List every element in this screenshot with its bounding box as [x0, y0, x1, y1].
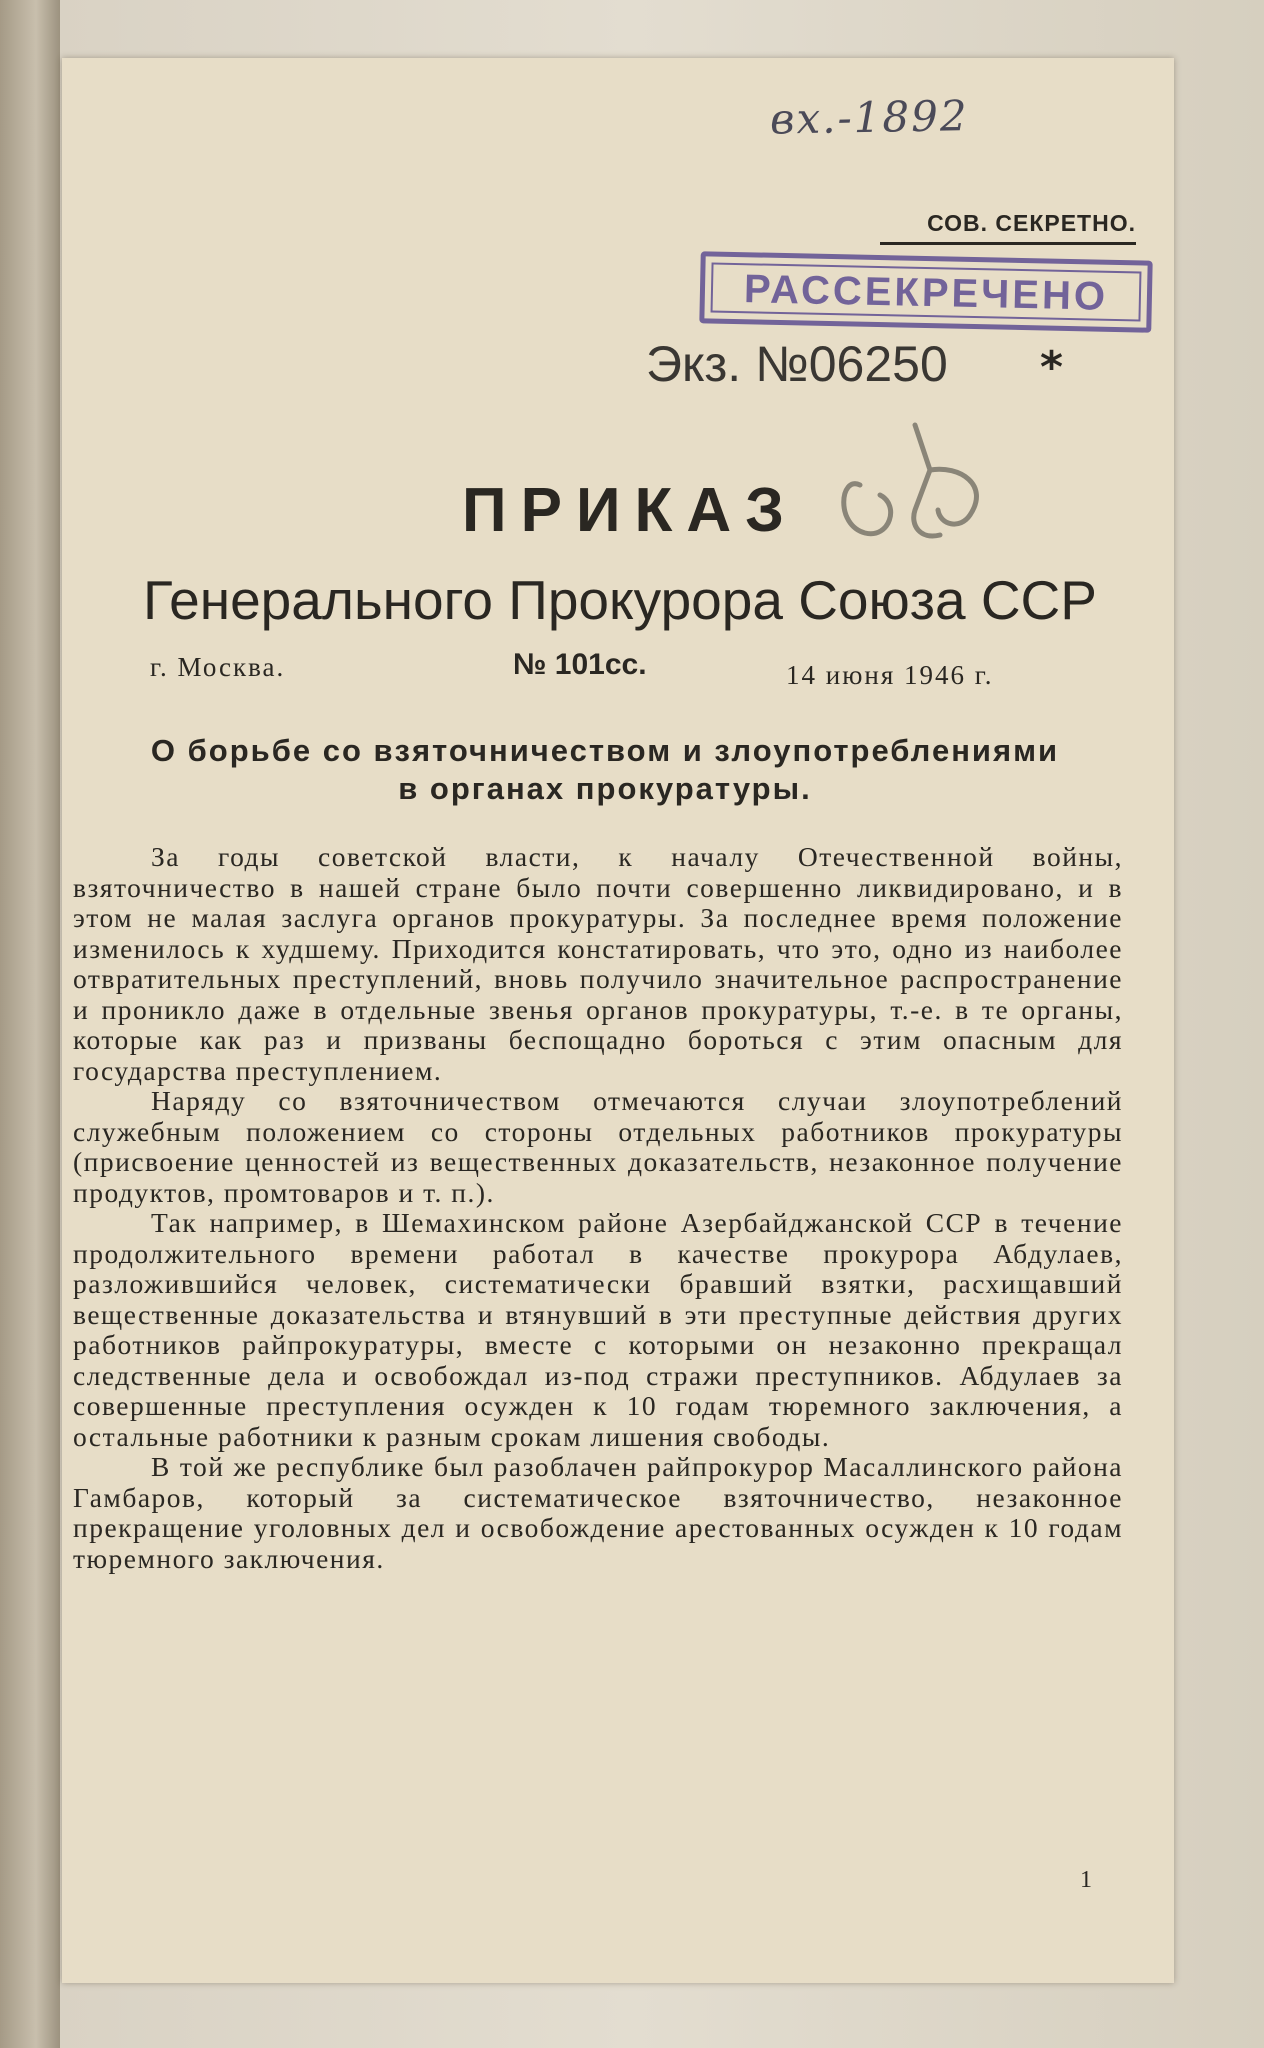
secrecy-label: СОВ. СЕКРЕТНО.	[927, 210, 1136, 236]
order-heading	[80, 732, 1130, 808]
city: г. Москва.	[150, 652, 286, 682]
order-date: 14 июня 1946 г.	[786, 660, 994, 690]
document-subtitle: Генерального Прокурора Союза ССР	[143, 569, 1097, 631]
stamp-text: РАССЕКРЕЧЕНО	[743, 267, 1109, 319]
paragraph-3: Так например, в Шемахинском районе Азербайджанской ССР в течение продолжительного времени работал в качестве прокурора Абдулаев, разложившийся человек, систематически бравший взятки, расхищавший вещественные доказательства и втянувший в эти преступные действия других работников райпрокуратуры, вместе с которыми он незаконно прекращал следственные дела и освобождал из-под стражи преступников. Абдулаев за совершенные преступления осужден к 10 годам тюремного заключения, а остальные работники к разным срокам лишения свободы.	[73, 1207, 1123, 1452]
paragraph-4: В той же республике был разоблачен райпрокурор Масаллинского района Гамбаров, который за систематическое взяточничество, незаконное прекращение уголовных дел и освобождение арестованных осужден к 10 годам тюремного заключения.	[73, 1451, 1123, 1574]
binding-edge	[0, 0, 60, 2048]
handwritten-registration-note: вх.-1892	[769, 91, 969, 144]
body-text	[73, 842, 1123, 1574]
secrecy-underline	[880, 242, 1136, 245]
document-title: ПРИКАЗ	[462, 476, 798, 545]
copy-number: Экз. №06250	[646, 336, 948, 392]
copy-mark-star: *	[1040, 342, 1064, 393]
declassified-stamp	[699, 251, 1152, 332]
order-number: № 101сс.	[513, 648, 647, 681]
heading-line-2: в органах прокуратуры.	[398, 771, 812, 806]
paragraph-1: За годы советской власти, к началу Отечественной войны, взяточничество в нашей стране было почти совершенно ликвидировано, и в этом не малая заслуга органов прокуратуры. За последнее время положение изменилось к худшему. Приходится констатировать, что это, одно из наиболее отвратительных преступлений, вновь получило значительное распространение и проникло даже в отдельные звенья органов прокуратуры, т.-е. в те органы, которые как раз и призваны беспощадно бороться с этим опасным для государства преступлением.	[73, 841, 1123, 1086]
page-number: 1	[1080, 1867, 1092, 1893]
heading-line-1: О борьбе со взяточничеством и злоупотреблениями	[150, 733, 1060, 768]
paragraph-2: Наряду со взяточничеством отмечаются случаи злоупотреблений служебным положением со стороны отдельных работников прокуратуры (присвоение ценностей из вещественных доказательств, незаконное получение продуктов, промтоваров и т. п.).	[73, 1085, 1123, 1208]
